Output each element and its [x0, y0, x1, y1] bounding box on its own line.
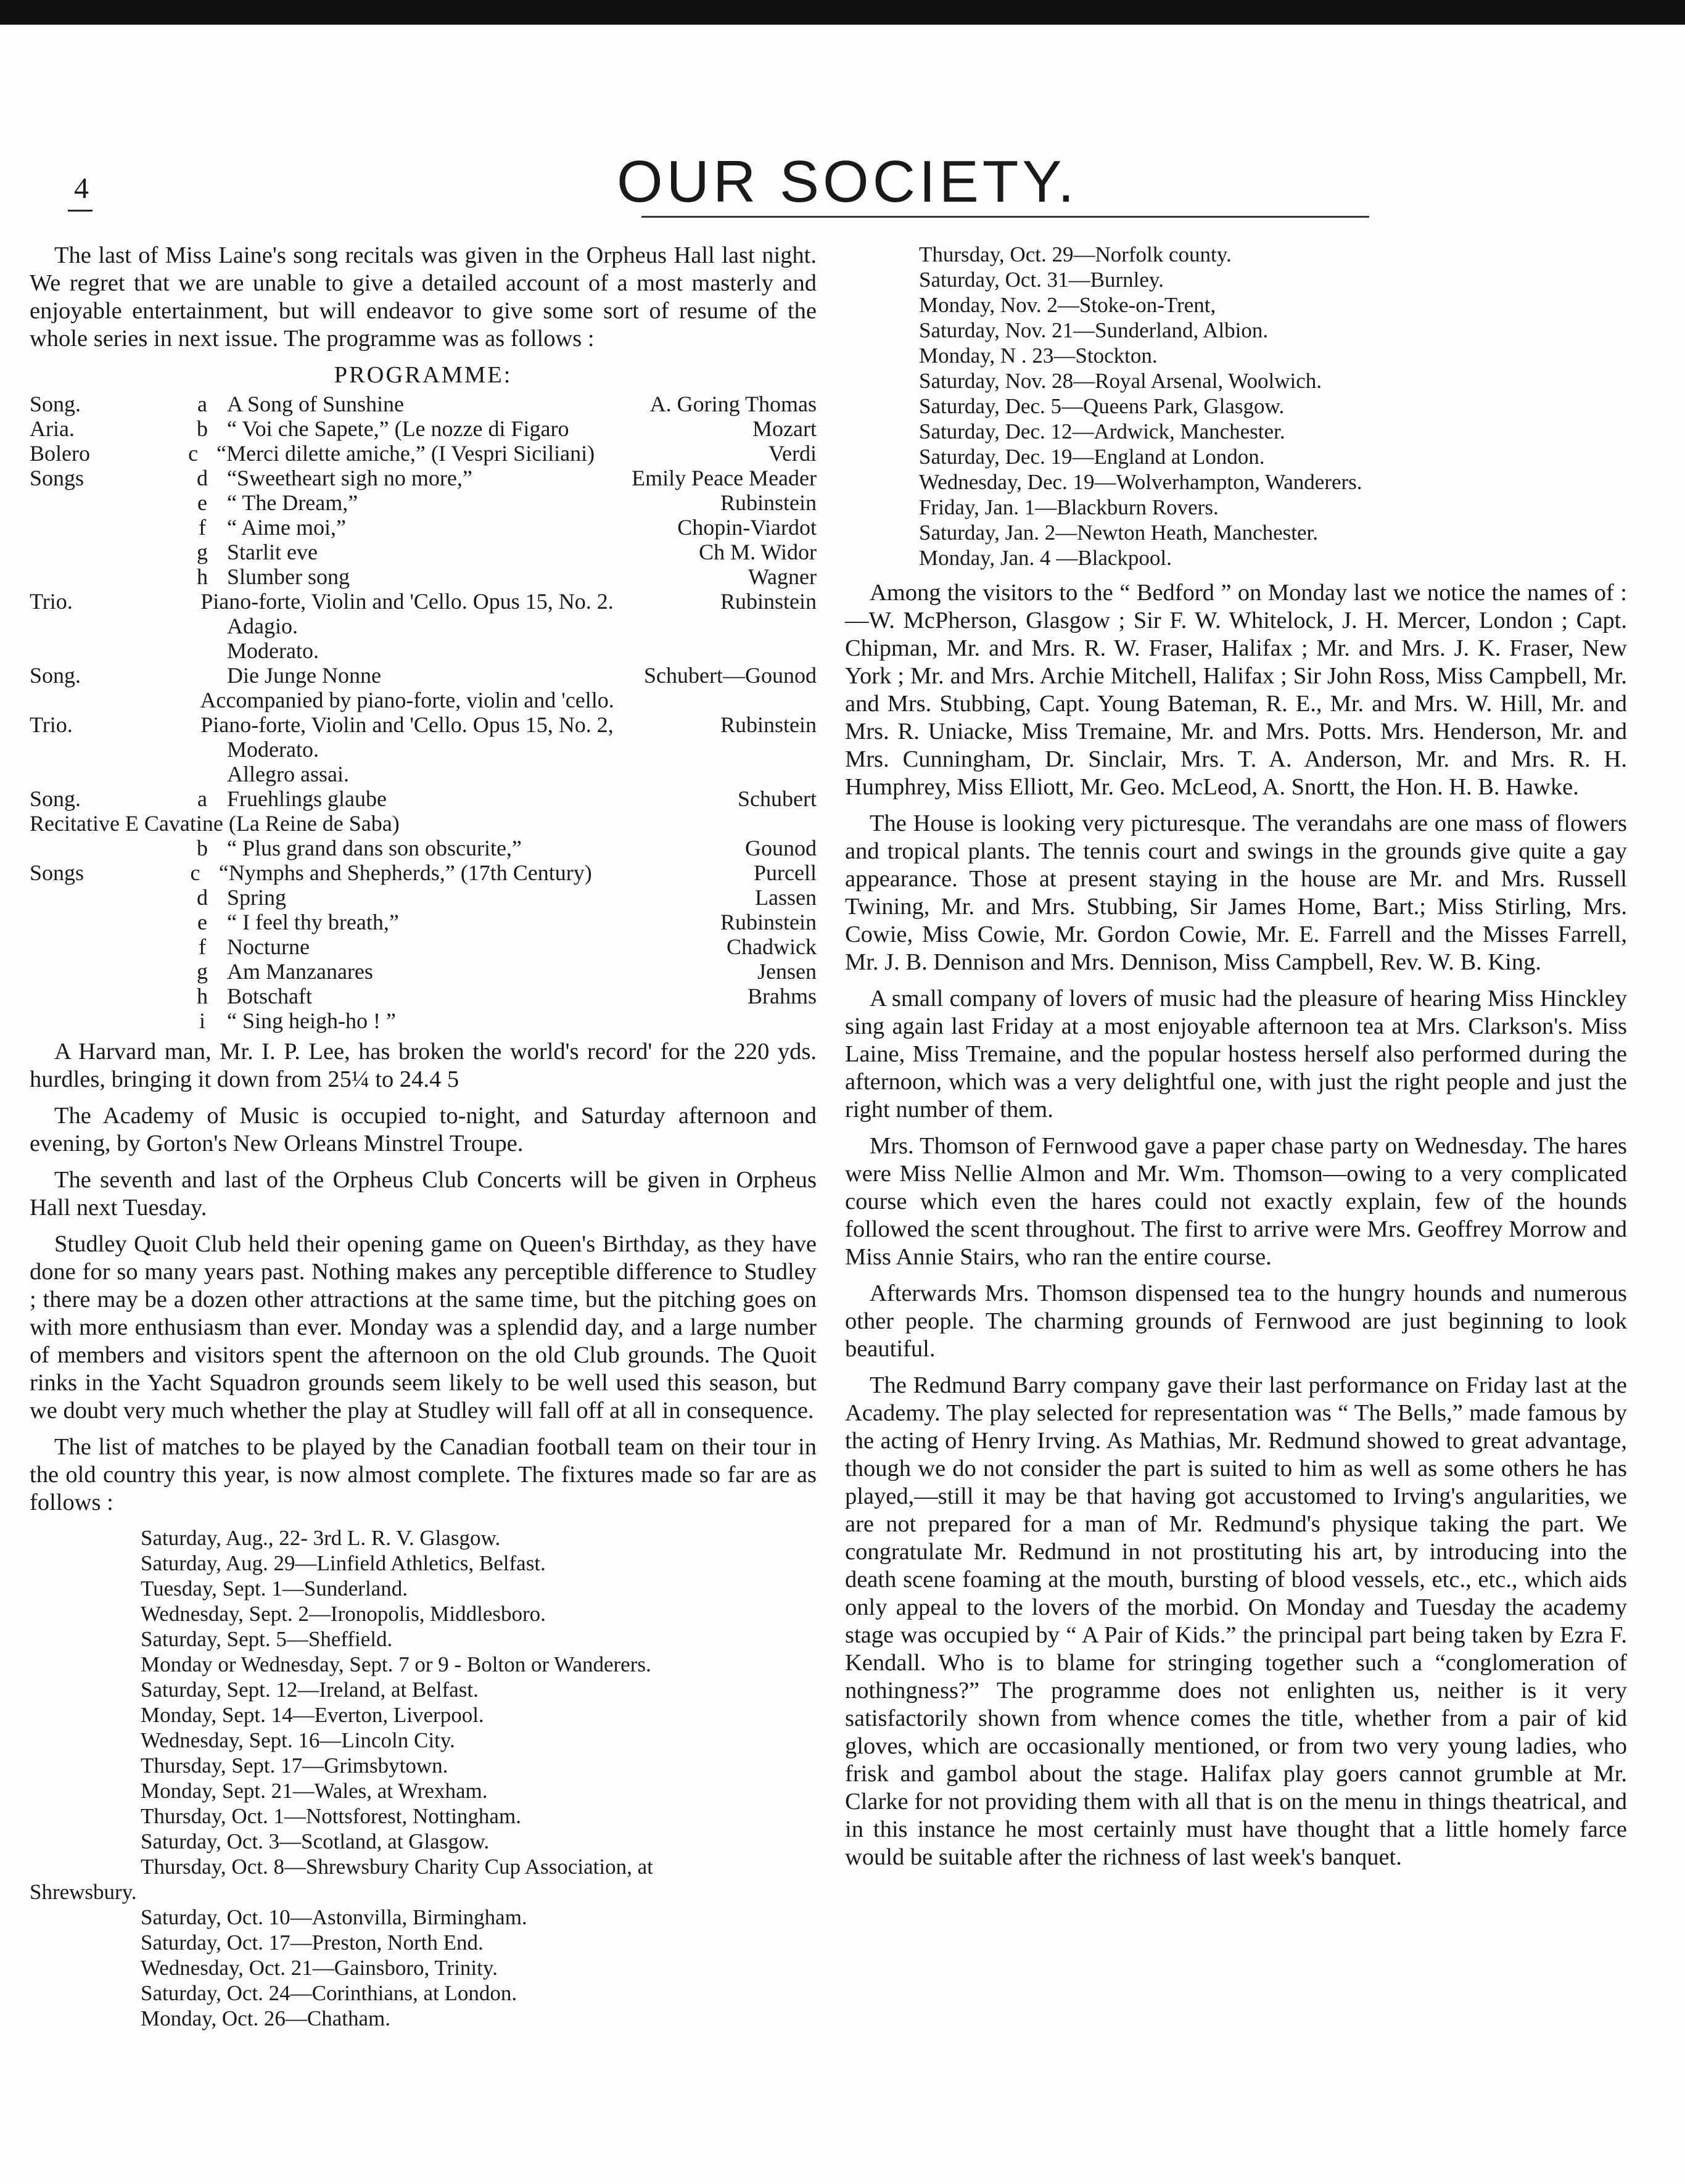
programme-title: Die Junge Nonne [227, 663, 381, 688]
fixture-item: Monday, N . 23—Stockton. [919, 344, 1158, 368]
academy-paragraph: The Academy of Music is occupied to-night, and Saturday afternoon and evening, by Gorton's New Orleans Minstrel Troupe. [30, 1103, 817, 1156]
fixture-item: Thursday, Oct. 8—Shrewsbury Charity Cup Association, at [141, 1855, 653, 1879]
programme-composer [582, 614, 817, 638]
left-column [30, 242, 817, 2036]
programme-kind: Trio. [30, 712, 73, 737]
redmund-paragraph: The Redmund Barry company gave their last performance on Friday last at the Academy. The play selected for representation was “ The Bells,” made famous by the acting of Henry Irving. As Mathias, Mr. Redmund showed to great advantage, though we do not consider the part is suited to him as well as some others he has played,—still it may be that having got accustomed to Irving's angularities, we are not prepared for a man of Mr. Redmund's physique taking the part. We congratulate Mr. Redmund in not prostituting his art, by introducing into the death scene foaming at the mouth, bursting of blood vessels, etc., etc., which aids only appeal to the lovers of the morbid. On Monday and Tuesday the academy stage was occupied by “ A Pair of Kids.” the principal part being taken by Ezra F. Kendall. Who is to blame for stringing together such a “conglomeration of nothingness?” The programme does not enlighten us, neither is it very satisfactorily shown from whence comes the title, whether from a pair of kid gloves, which are occasionally mentioned, or from two very young ladies, who frisk and gambol about the stage. Halifax play goers cannot grumble at Mr. Clarke for not providing them with all that is on the menu in things theatrical, and in this instance he most certainly must have thought that a little homely farce would be suitable after the richness of last week's banquet. [845, 1372, 1627, 1870]
fixture-item: Saturday, Sept. 12—Ireland, at Belfast. [141, 1678, 479, 1702]
programme-kind [30, 885, 178, 910]
programme-composer [582, 737, 817, 762]
programme-composer: Mozart [752, 416, 817, 441]
fixture-item: Monday, Oct. 26—Chatham. [141, 2006, 391, 2030]
programme-title: Adagio. [227, 614, 298, 638]
programme-kind [30, 934, 178, 959]
programme-item [30, 786, 817, 811]
programme-item [30, 540, 817, 564]
fixture-item: Saturday, Sept. 5—Sheffield. [141, 1627, 393, 1651]
fixture-item: Monday, Sept. 14—Everton, Liverpool. [141, 1703, 484, 1727]
programme-item [30, 564, 817, 589]
fixture-item: Tuesday, Sept. 1—Sunderland. [141, 1576, 408, 1601]
football-paragraph: The list of matches to be played by the Canadian football team on their tour in the old country this year, is now almost complete. The fixtures made so far are as follows : [30, 1434, 817, 1515]
programme-title: A Song of Sunshine [227, 392, 405, 416]
programme-kind [30, 762, 178, 786]
programme-title: “ Aime moi,” [227, 515, 346, 540]
fixture-item: Saturday, Oct. 17—Preston, North End. [141, 1931, 484, 1955]
fixture-item: Friday, Jan. 1—Blackburn Rovers. [919, 495, 1219, 519]
fixture-item: Monday, Jan. 4 —Blackpool. [919, 546, 1172, 570]
programme-letter: f [199, 934, 206, 959]
programme-letter: g [197, 959, 208, 984]
programme-title: “ The Dream,” [227, 490, 358, 515]
programme-composer: Schubert—Gounod [644, 663, 817, 688]
programme-item [30, 984, 817, 1008]
fixture-item: Saturday, Oct. 10—Astonvilla, Birmingham. [141, 1905, 527, 1929]
programme-item [30, 416, 817, 441]
programme-composer: Schubert [738, 786, 817, 811]
programme-item [30, 663, 817, 688]
programme-composer [582, 1008, 817, 1033]
programme-letter [178, 663, 227, 688]
programme-kind [30, 910, 178, 934]
programme-item [30, 712, 817, 737]
programme-letter: c [188, 441, 199, 466]
fixture-item: Wednesday, Sept. 2—Ironopolis, Middlesboro. [141, 1602, 546, 1626]
programme-kind [30, 1008, 178, 1033]
programme-title: Starlit eve [227, 540, 318, 564]
programme-composer [582, 762, 817, 786]
programme-letter: f [199, 515, 206, 540]
programme-kind [30, 614, 178, 638]
programme-kind [30, 984, 178, 1008]
page-number: 4 [74, 172, 89, 205]
programme-composer: Emily Peace Meader [632, 466, 817, 490]
programme-title: Moderato. [227, 737, 319, 762]
programme-kind: Bolero [30, 441, 90, 466]
programme-letter: b [197, 416, 208, 441]
fixture-item: Wednesday, Sept. 16—Lincoln City. [141, 1728, 455, 1752]
programme-item [30, 441, 817, 466]
programme-kind: Song. [30, 392, 81, 416]
fixture-item: Saturday, Aug., 22- 3rd L. R. V. Glasgow. [141, 1526, 501, 1550]
programme-title: “ Plus grand dans son obscurite,” [227, 836, 522, 860]
page-number-rule [68, 210, 93, 212]
programme-list [30, 392, 817, 1033]
fixture-item: Saturday, Dec. 5—Queens Park, Glasgow. [919, 394, 1285, 418]
top-border-bar [0, 0, 1685, 25]
programme-composer: Brahms [748, 984, 817, 1008]
fixture-item: Saturday, Dec. 12—Ardwick, Manchester. [919, 419, 1285, 443]
fixture-item: Saturday, Dec. 19—England at London. [919, 445, 1265, 469]
fixture-item: Wednesday, Oct. 21—Gainsboro, Trinity. [141, 1956, 498, 1980]
programme-composer: Lassen [755, 885, 817, 910]
programme-letter: e [197, 490, 207, 515]
programme-letter: h [197, 984, 208, 1008]
fixture-item: Wednesday, Dec. 19—Wolverhampton, Wanderers. [919, 470, 1362, 494]
programme-composer: Chopin-Viardot [677, 515, 817, 540]
programme-title: Piano-forte, Violin and 'Cello. Opus 15, No. 2. [200, 589, 614, 614]
programme-item [30, 589, 817, 614]
programme-kind: Song. [30, 786, 81, 811]
fixture-item: Monday, Nov. 2—Stoke-on-Trent, [919, 293, 1216, 317]
programme-composer [614, 688, 817, 712]
programme-title: “Merci dilette amiche,” (I Vespri Siciliani) [216, 441, 595, 466]
programme-kind [30, 540, 178, 564]
programme-title: “ I feel thy breath,” [227, 910, 399, 934]
programme-composer: Rubinstein [720, 910, 817, 934]
programme-composer: A. Goring Thomas [649, 392, 817, 416]
intro-paragraph: The last of Miss Laine's song recitals was given in the Orpheus Hall last night. We regret that we are unable to give a detailed account of a most masterly and enjoyable entertainment, but will endeavor to give some sort of resume of the whole series in next issue. The programme was as follows : [30, 242, 817, 352]
programme-item [30, 811, 817, 836]
programme-letter: g [197, 540, 208, 564]
programme-item [30, 1008, 817, 1033]
programme-composer: Ch M. Widor [699, 540, 817, 564]
paperchase-paragraph: Mrs. Thomson of Fernwood gave a paper chase party on Wednesday. The hares were Miss Nellie Almon and Mr. Wm. Thomson—owing to a very complicated course which even the hares could not exactly explain, few of the hounds followed the scent throughout. The first to arrive were Mrs. Geoffrey Morrow and Miss Annie Stairs, who ran the entire course. [845, 1133, 1627, 1270]
programme-kind [30, 490, 178, 515]
programme-item [30, 515, 817, 540]
right-column [845, 242, 1627, 1880]
programme-item [30, 688, 817, 712]
fixture-item: Thursday, Sept. 17—Grimsbytown. [141, 1753, 448, 1778]
programme-kind [30, 515, 178, 540]
programme-item [30, 910, 817, 934]
programme-composer: Purcell [754, 860, 817, 885]
programme-kind [30, 688, 157, 712]
fixture-item: Saturday, Oct. 31—Burnley. [919, 268, 1164, 292]
programme-composer: Chadwick [727, 934, 817, 959]
programme-title: Slumber song [227, 564, 350, 589]
fixture-item: Monday or Wednesday, Sept. 7 or 9 - Bolton or Wanderers. [141, 1652, 651, 1676]
programme-item [30, 836, 817, 860]
programme-composer: Rubinstein [720, 589, 817, 614]
programme-letter [158, 589, 200, 614]
programme-letter: a [197, 786, 207, 811]
programme-item [30, 466, 817, 490]
programme-letter [178, 737, 227, 762]
programme-letter: b [197, 836, 208, 860]
programme-kind [30, 836, 178, 860]
programme-composer: Wagner [748, 564, 817, 589]
fixture-item: Shrewsbury. [30, 1880, 137, 1904]
programme-letter: h [197, 564, 208, 589]
programme-kind [30, 737, 178, 762]
programme-kind: Trio. [30, 589, 73, 614]
programme-composer: Gounod [745, 836, 817, 860]
programme-title: Nocturne [227, 934, 310, 959]
programme-item [30, 490, 817, 515]
programme-letter [158, 712, 200, 737]
bedford-paragraph: Among the visitors to the “ Bedford ” on Monday last we notice the names of :—W. McPherson, Glasgow ; Sir F. W. Whitelock, J. H. Mercer, London ; Capt. Chipman, Mr. and Mrs. R. W. Fraser, Halifax ; Mr. and Mrs. J. K. Fraser, New York ; Mr. and Mrs. Archie Mitchell, Halifax ; Sir John Ross, Miss Campbell, Mr. and Mrs. Stubbing, Capt. Young Bateman, R. E., Mr. and Mrs. W. Hill, Mr. and Mrs. R. Uniacke, Miss Tremaine, Mr. and Mrs. Potts. Mrs. Henderson, Mr. and Mrs. Cunningham, Dr. Sinclair, Mrs. T. A. Anderson, Mr. and Mrs. R. H. Humphrey, Miss Elliott, Mr. Geo. McLeod, A. Snortt, the Hon. H. B. Hawke. [845, 580, 1627, 800]
programme-letter [178, 614, 227, 638]
programme-letter: c [190, 860, 200, 885]
programme-title: “Nymphs and Shepherds,” (17th Century) [218, 860, 592, 885]
quoit-paragraph: Studley Quoit Club held their opening game on Queen's Birthday, as they have done for so many years past. Nothing makes any perceptible difference to Studley ; there may be a dozen other attractions at the same time, but the pitching goes on with more enthusiasm than ever. Monday was a splendid day, and a large number of members and visitors spent the afternoon on the old Club grounds. The Quoit rinks in the Yacht Squadron grounds seem likely to be well used this season, but we doubt very much whether the play at Studley will fall off at all in consequence. [30, 1231, 817, 1424]
programme-item [30, 392, 817, 416]
programme-item [30, 885, 817, 910]
programme-title: Piano-forte, Violin and 'Cello. Opus 15, No. 2, [200, 712, 614, 737]
programme-item [30, 934, 817, 959]
programme-title: “Sweetheart sigh no more,” [227, 466, 472, 490]
programme-composer: Rubinstein [720, 712, 817, 737]
programme-letter [157, 688, 200, 712]
programme-composer: Jensen [757, 959, 817, 984]
programme-title: Accompanied by piano-forte, violin and 'cello. [200, 688, 614, 712]
programme-letter [178, 762, 227, 786]
programme-item [30, 614, 817, 638]
programme-kind: Recitative E Cavatine (La Reine de Saba) [30, 811, 400, 836]
masthead-title: OUR SOCIETY. [617, 149, 1078, 215]
programme-letter: d [197, 466, 208, 490]
programme-heading: PROGRAMME: [334, 362, 513, 388]
programme-kind [30, 959, 178, 984]
fixture-item: Saturday, Aug. 29—Linfield Athletics, Belfast. [141, 1551, 546, 1575]
programme-item [30, 959, 817, 984]
fixture-item: Saturday, Jan. 2—Newton Heath, Manchester. [919, 521, 1319, 545]
programme-kind: Songs [30, 860, 84, 885]
fixture-item: Thursday, Oct. 29—Norfolk county. [919, 242, 1232, 266]
programme-title: Spring [227, 885, 287, 910]
programme-title: “ Voi che Sapete,” (Le nozze di Figaro [227, 416, 569, 441]
programme-item [30, 638, 817, 663]
masthead-rule [641, 216, 1369, 218]
programme-composer: Rubinstein [720, 490, 817, 515]
programme-letter: i [199, 1008, 205, 1033]
fixture-item: Saturday, Nov. 21—Sunderland, Albion. [919, 318, 1269, 342]
orpheus-paragraph: The seventh and last of the Orpheus Club Concerts will be given in Orpheus Hall next Tuesday. [30, 1167, 817, 1221]
programme-kind [30, 564, 178, 589]
fixture-item: Saturday, Oct. 24—Corinthians, at London. [141, 1981, 517, 2005]
programme-title [400, 811, 582, 836]
programme-letter: d [197, 885, 208, 910]
programme-title: Allegro assai. [227, 762, 349, 786]
programme-composer [582, 638, 817, 663]
programme-kind: Song. [30, 663, 81, 688]
programme-letter [178, 638, 227, 663]
programme-title: Botschaft [227, 984, 312, 1008]
fixture-item: Thursday, Oct. 1—Nottsforest, Nottingham. [141, 1804, 521, 1828]
programme-kind: Aria. [30, 416, 75, 441]
programme-title: Am Manzanares [227, 959, 373, 984]
fixture-item: Monday, Sept. 21—Wales, at Wrexham. [141, 1779, 488, 1803]
fixtures-list-left [30, 1525, 817, 2031]
programme-title: “ Sing heigh-ho ! ” [227, 1008, 396, 1033]
harvard-paragraph: A Harvard man, Mr. I. P. Lee, has broken the world's record' for the 220 yds. hurdles, bringing it down from 25¼ to 24.4 5 [30, 1039, 817, 1092]
programme-kind [30, 638, 178, 663]
programme-item [30, 860, 817, 885]
programme-kind: Songs [30, 466, 84, 490]
fixtures-list-right [845, 242, 1627, 571]
programme-letter: e [197, 910, 207, 934]
programme-composer: Verdi [768, 441, 817, 466]
programme-title: Moderato. [227, 638, 319, 663]
house-paragraph: The House is looking very picturesque. The verandahs are one mass of flowers and tropical plants. The tennis court and swings in the grounds give quite a gay appearance. Those at present staying in the house are Mr. and Mrs. Russell Twining, Mr. and Mrs. Stubbing, Sir James Home, Bart.; Miss Stirling, Mrs. Cowie, Miss Cowie, Mr. Gordon Cowie, Mr. E. Farrell and the Misses Farrell, Mr. J. B. Dennison and Mrs. Dennison, Miss Campbell, Rev. W. B. King. [845, 810, 1627, 975]
programme-title: Fruehlings glaube [227, 786, 387, 811]
programme-item [30, 737, 817, 762]
music-paragraph: A small company of lovers of music had the pleasure of hearing Miss Hinckley sing again last Friday at a most enjoyable afternoon tea at Mrs. Clarkson's. Miss Laine, Miss Tremaine, and the popular hostess herself also performed during the afternoon, which was a very delightful one, with just the right people and just the right number of them. [845, 986, 1627, 1123]
tea-paragraph: Afterwards Mrs. Thomson dispensed tea to the hungry hounds and numerous other people. The charming grounds of Fernwood are just beginning to look beautiful. [845, 1280, 1627, 1362]
programme-letter: a [197, 392, 207, 416]
fixture-item: Saturday, Nov. 28—Royal Arsenal, Woolwich. [919, 369, 1322, 393]
programme-item [30, 762, 817, 786]
fixture-item: Saturday, Oct. 3—Scotland, at Glasgow. [141, 1829, 490, 1853]
programme-composer [582, 811, 817, 836]
